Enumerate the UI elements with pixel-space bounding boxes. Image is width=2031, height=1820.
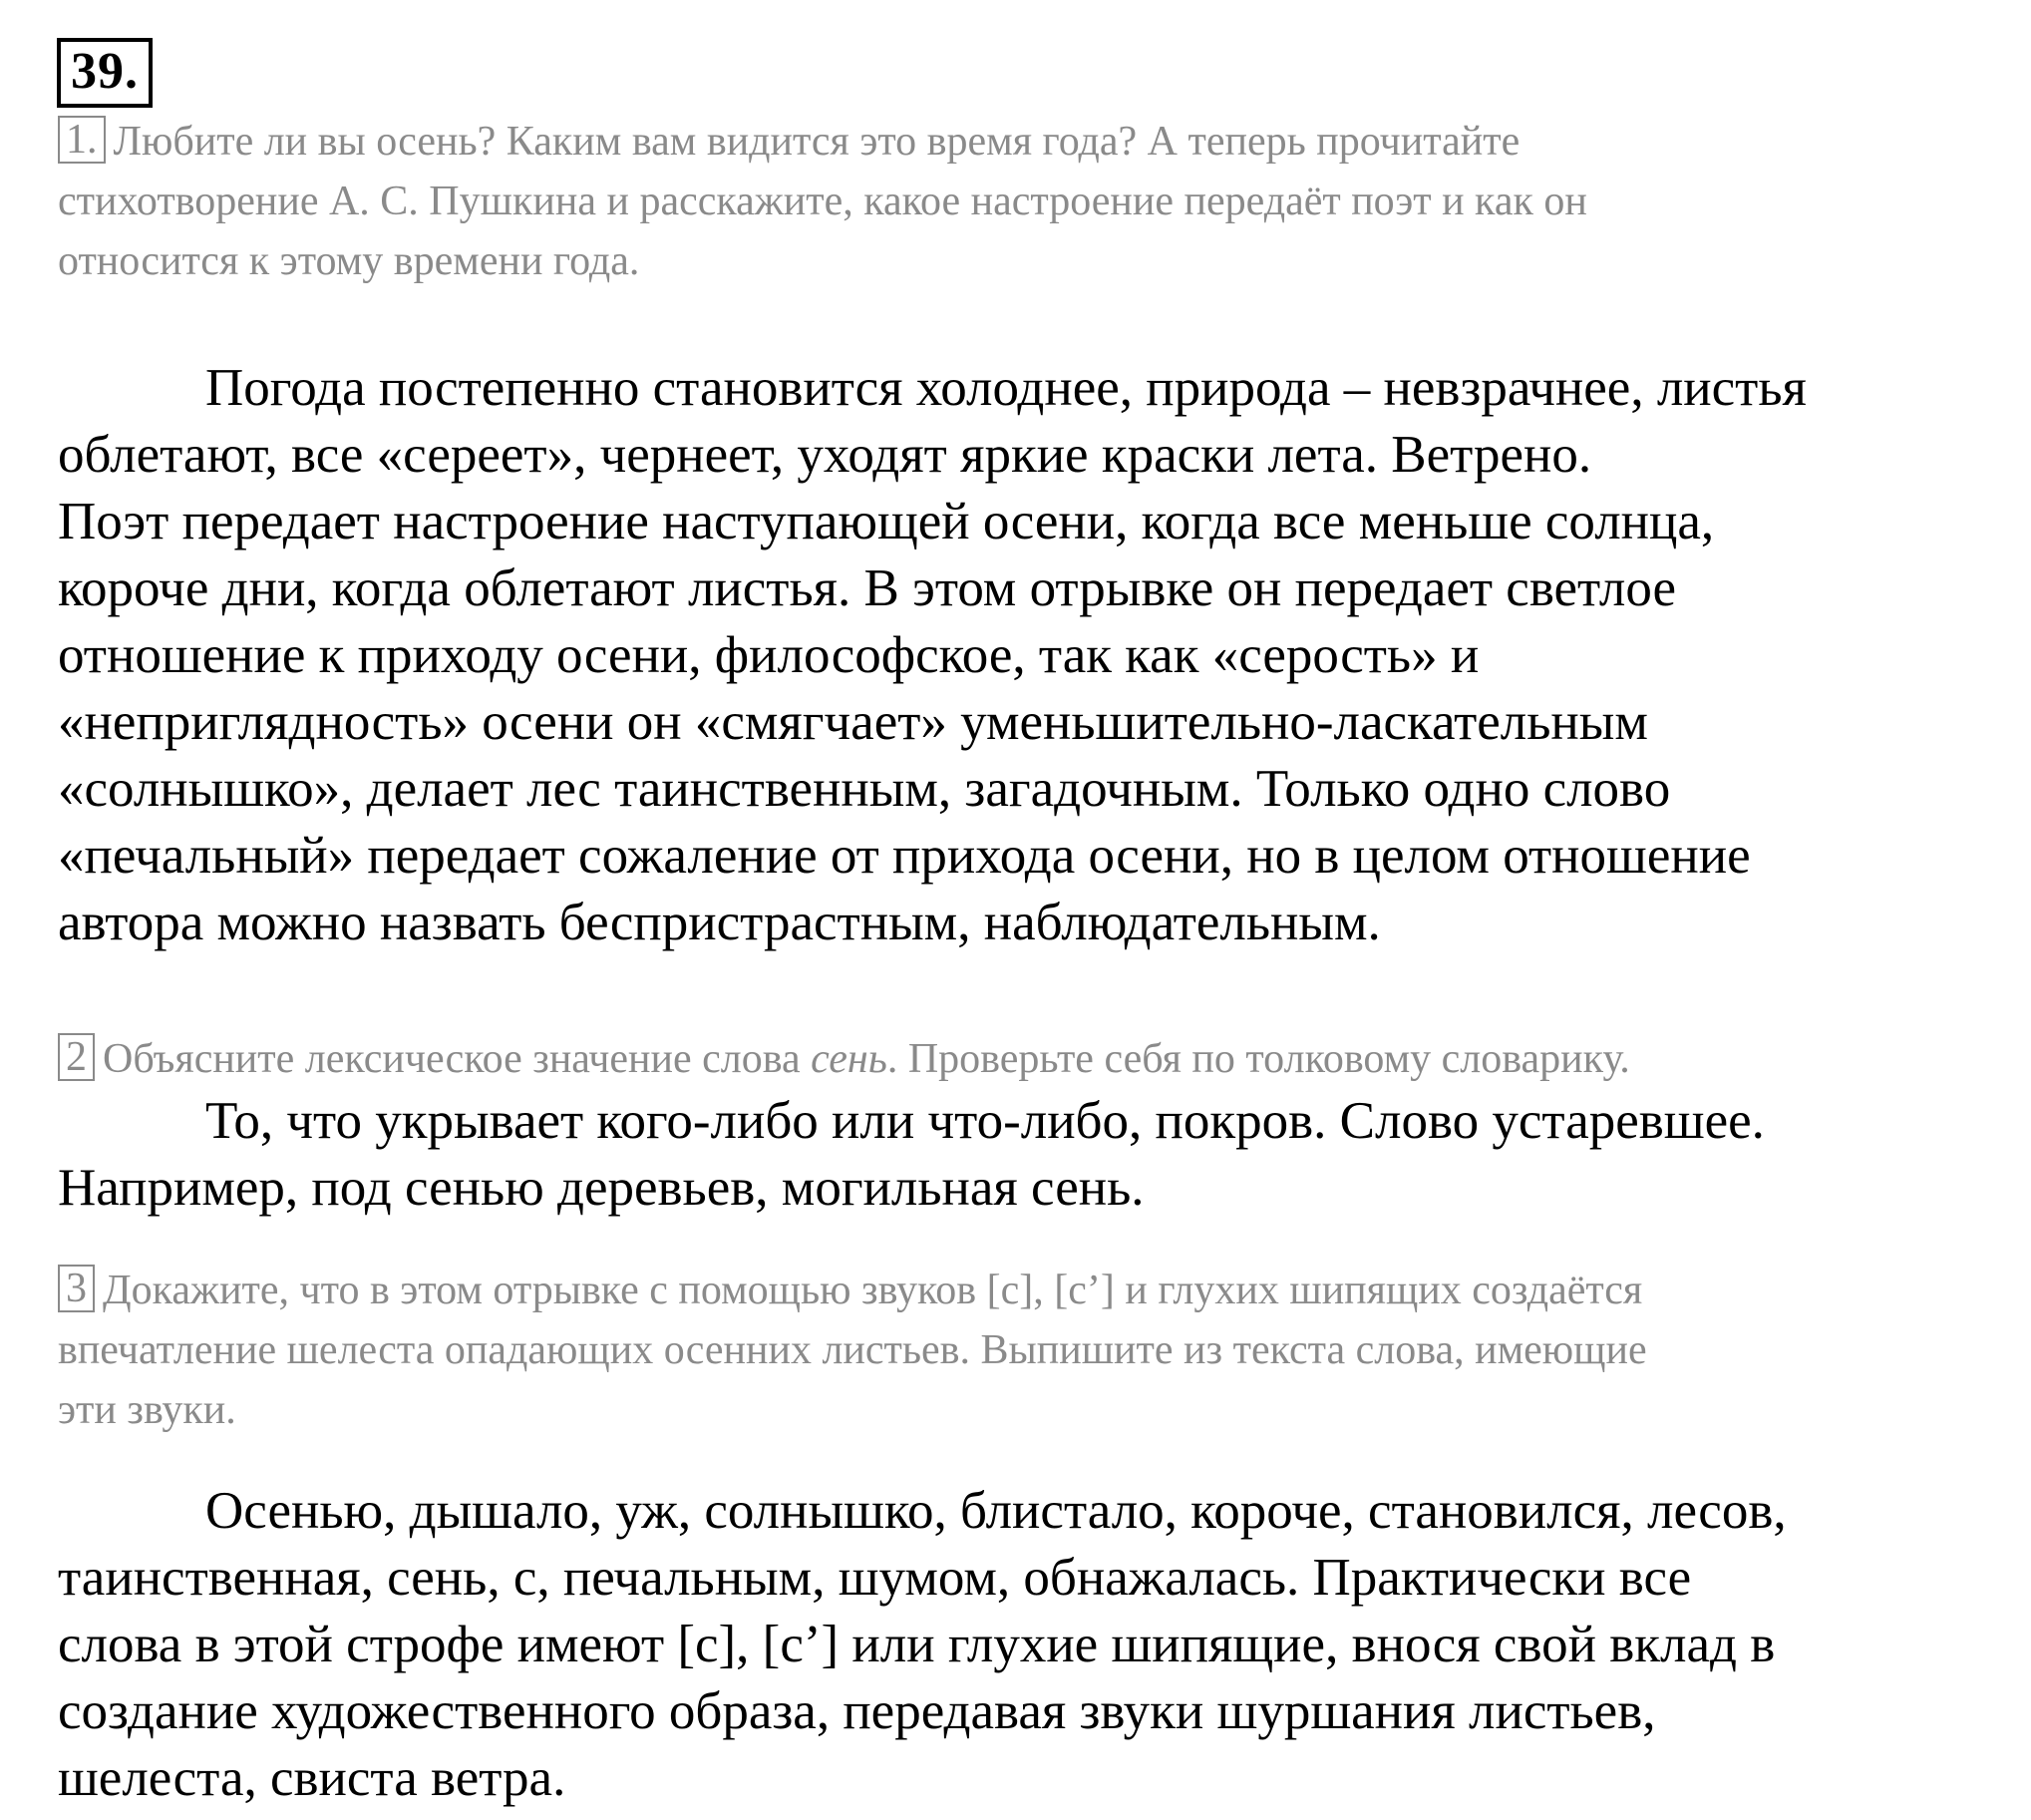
task-3 bbox=[58, 1261, 2012, 1440]
task-2-text-after: . Проверьте себя по толковому словарику. bbox=[886, 1036, 1630, 1082]
answer-2-line: Например, под сенью деревьев, могильная сень. bbox=[58, 1159, 1145, 1217]
answer-1-line: короче дни, когда облетают листья. В этом отрывке он передает светлое bbox=[58, 559, 1677, 617]
answer-3-line: Осенью, дышало, уж, солнышко, блистало, короче, становился, лесов, bbox=[205, 1482, 1787, 1540]
task-2 bbox=[58, 1029, 2012, 1089]
answer-2-line: То, что укрывает кого-либо или что-либо, покров. Слово устаревшее. bbox=[205, 1092, 1765, 1150]
task-2-word: сень bbox=[811, 1036, 887, 1082]
answer-1-line: «печальный» передает сожаление от прихода осени, но в целом отношение bbox=[58, 827, 1751, 885]
task-1-line: относится к этому времени года. bbox=[58, 238, 640, 284]
answer-3-line: слова в этой строфе имеют [с], [с’] или глухие шипящие, внося свой вклад в bbox=[58, 1616, 1776, 1673]
task-3-line: эти звуки. bbox=[58, 1387, 236, 1433]
answer-2 bbox=[58, 1088, 2012, 1222]
answer-1 bbox=[58, 355, 2012, 956]
answer-1-line: отношение к приходу осени, философское, так как «серость» и bbox=[58, 626, 1480, 684]
answer-1-line: облетают, все «сереет», чернеет, уходят яркие краски лета. Ветрено. bbox=[58, 426, 1592, 484]
task-3-text: Докажите, что в этом отрывке с помощью звуков [с], [с’] и глухих шипящих создаётся bbox=[103, 1268, 1643, 1313]
answer-3-line: создание художественного образа, передавая звуки шуршания листьев, bbox=[58, 1682, 1656, 1740]
task-3-line: впечатление шелеста опадающих осенних листьев. Выпишите из текста слова, имеющие bbox=[58, 1327, 1647, 1373]
task-1 bbox=[58, 112, 2012, 291]
answer-1-line: Погода постепенно становится холоднее, природа – невзрачнее, листья bbox=[205, 359, 1807, 417]
answer-3-line: таинственная, сень, с, печальным, шумом, обнажалась. Практически все bbox=[58, 1549, 1692, 1607]
task-number-1: 1. bbox=[58, 116, 106, 164]
exercise-number: 39. bbox=[57, 38, 153, 108]
answer-1-line: автора можно назвать беспристрастным, наблюдательным. bbox=[58, 894, 1381, 951]
task-1-line: стихотворение А. С. Пушкина и расскажите, какое настроение передаёт поэт и как он bbox=[58, 179, 1587, 224]
task-2-text-before: Объясните лексическое значение слова bbox=[103, 1036, 812, 1082]
answer-1-line: «солнышко», делает лес таинственным, загадочным. Только одно слово bbox=[58, 760, 1671, 818]
task-2-line bbox=[58, 1029, 2012, 1089]
answer-1-line: Поэт передает настроение наступающей осени, когда все меньше солнца, bbox=[58, 493, 1715, 550]
task-number-3: 3 bbox=[58, 1265, 95, 1312]
task-1-text: Любите ли вы осень? Каким вам видится это время года? А теперь прочитайте bbox=[113, 119, 1521, 165]
task-3-line bbox=[58, 1261, 2012, 1320]
answer-1-line: «неприглядность» осени он «смягчает» уменьшительно-ласкательным bbox=[58, 693, 1648, 751]
answer-3 bbox=[58, 1478, 2012, 1812]
task-number-2: 2 bbox=[58, 1033, 95, 1081]
task-1-line bbox=[58, 112, 2012, 172]
answer-3-line: шелеста, свиста ветра. bbox=[58, 1749, 566, 1807]
